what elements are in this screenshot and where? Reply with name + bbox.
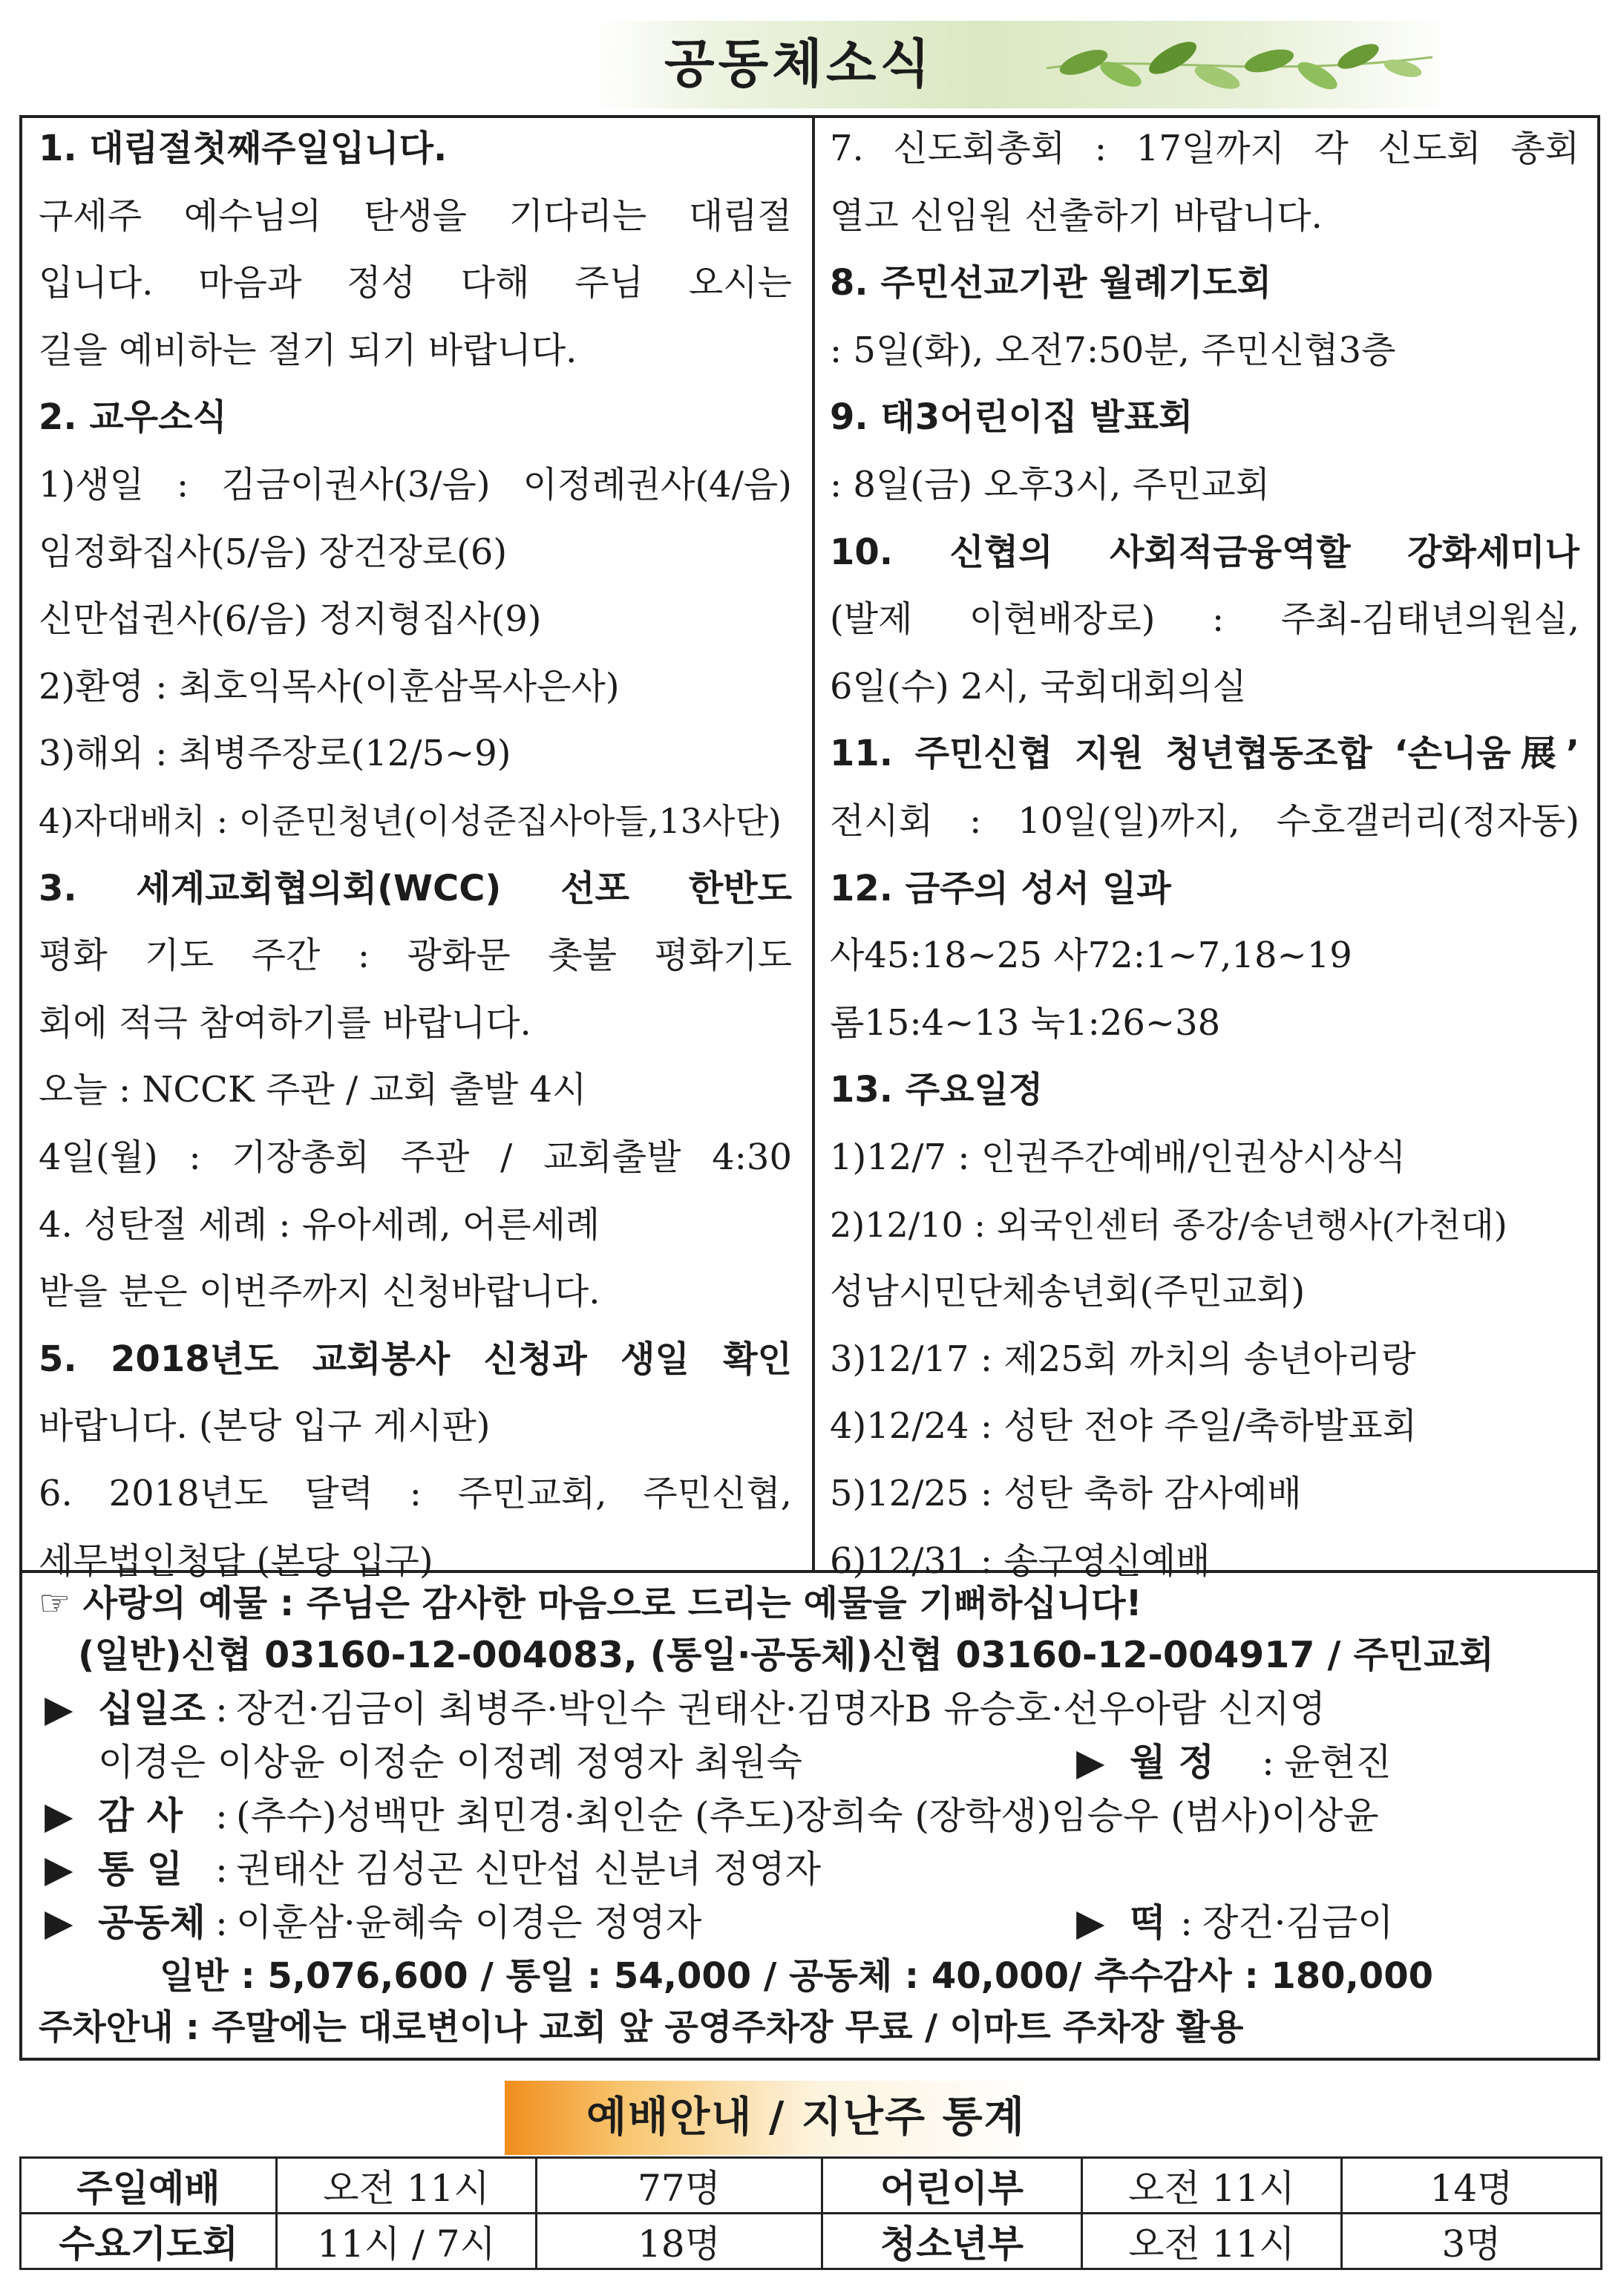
bullet-icon: ▶ bbox=[45, 1848, 73, 1891]
rice-cake-names: 장건·김금이 bbox=[1202, 1901, 1394, 1944]
left-line: 받을 분은 이번주까지 신청바랍니다. bbox=[39, 1271, 600, 1312]
bullet-icon: ▶ bbox=[45, 1794, 73, 1837]
offering-heading: ☞ 사랑의 예물 : 주님은 감사한 마음으로 드리는 예물을 기뻐하십니다! bbox=[39, 1583, 1142, 1624]
community-names: 이훈삼·윤혜숙 이경은 정영자 bbox=[236, 1901, 702, 1944]
left-line: 오늘 : NCCK 주관 / 교회 출발 4시 bbox=[39, 1069, 587, 1111]
left-line: 5. 2018년도 교회봉사 신청과 생일 확인 bbox=[39, 1338, 792, 1380]
right-line: : 5일(화), 오전7:50분, 주민신협3층 bbox=[830, 330, 1396, 371]
page-title: 공동체소식 bbox=[664, 33, 934, 94]
thanks-names: (추수)성백만 최민경·최인순 (추도)장희숙 (장학생)임승우 (범사)이상윤 bbox=[236, 1794, 1379, 1837]
offering-totals: 일반 : 5,076,600 / 통일 : 54,000 / 공동체 : 40,000/ 추수감사 : 180,000 bbox=[160, 1955, 1434, 1997]
attendance-count: 18명 bbox=[537, 2214, 822, 2269]
table-row bbox=[21, 2158, 1602, 2214]
rice-cake-label: 떡 bbox=[1130, 1901, 1166, 1944]
unity-names: 권태산 김성곤 신만섭 신분녀 정영자 bbox=[236, 1848, 822, 1891]
unity-label: 통 일 bbox=[98, 1848, 183, 1891]
worship-heading: 예배안내 / 지난주 통계 bbox=[586, 2093, 1026, 2142]
left-line: 세무법인청담 (본당 입구) bbox=[39, 1540, 433, 1582]
bullet-icon: ▶ bbox=[45, 1901, 73, 1944]
right-line: 롬15:4~13 눅1:26~38 bbox=[830, 1002, 1221, 1044]
left-line: 회에 적극 참여하기를 바랍니다. bbox=[39, 1002, 531, 1044]
left-line: 임정화집사(5/음) 장건장로(6) bbox=[39, 532, 508, 573]
leaf-decoration-icon bbox=[1032, 24, 1447, 105]
left-line: 3)해외 : 최병주장로(12/5~9) bbox=[39, 733, 511, 774]
right-line: 2)12/10 : 외국인센터 종강/송년행사(가천대) bbox=[830, 1205, 1507, 1245]
monthly-names: 윤현진 bbox=[1284, 1741, 1392, 1784]
bullet-icon: ▶ bbox=[1076, 1741, 1105, 1784]
service-time: 오전 11시 bbox=[277, 2158, 537, 2214]
left-line: 6. 2018년도 달력 : 주민교회, 주민신협, bbox=[39, 1473, 792, 1514]
attendance-count: 77명 bbox=[537, 2158, 822, 2214]
right-line: 9. 태3어린이집 발표회 bbox=[830, 396, 1193, 438]
right-line: : 8일(금) 오후3시, 주민교회 bbox=[830, 464, 1271, 506]
left-line: 길을 예비하는 절기 되기 바랍니다. bbox=[39, 330, 577, 371]
tithe-names-continued: 이경은 이상윤 이정순 이정례 정영자 최원숙 bbox=[98, 1741, 802, 1784]
right-line: 11. 주민신협 지원 청년협동조합 ‘손니움展’ bbox=[830, 733, 1579, 774]
right-line: 7. 신도회총회 : 17일까지 각 신도회 총회 bbox=[830, 128, 1579, 169]
service-time: 오전 11시 bbox=[1082, 2214, 1342, 2269]
label-colon: : bbox=[215, 1848, 228, 1891]
column-divider bbox=[812, 115, 815, 1570]
right-line: (발제 이현배장로) : 주최-김태년의원실, bbox=[830, 598, 1579, 640]
label-colon: : bbox=[1180, 1901, 1193, 1944]
right-line: 12. 금주의 성서 일과 bbox=[830, 868, 1171, 909]
left-line: 평화 기도 주간 : 광화문 촛불 평화기도 bbox=[39, 935, 792, 976]
left-line: 1)생일 : 김금이권사(3/음) 이정례권사(4/음) bbox=[39, 464, 792, 506]
right-line: 1)12/7 : 인권주간예배/인권상시상식 bbox=[830, 1136, 1406, 1178]
right-line: 5)12/25 : 성탄 축하 감사예배 bbox=[830, 1473, 1302, 1514]
right-line: 6일(수) 2시, 국회대회의실 bbox=[830, 666, 1247, 707]
label-colon: : bbox=[215, 1794, 228, 1837]
right-line: 4)12/24 : 성탄 전야 주일/축하발표회 bbox=[830, 1405, 1418, 1447]
left-line: 2. 교우소식 bbox=[39, 396, 227, 438]
service-name: 어린이부 bbox=[822, 2158, 1082, 2214]
left-line: 3. 세계교회협의회(WCC) 선포 한반도 bbox=[39, 868, 792, 909]
right-line: 열고 신임원 선출하기 바랍니다. bbox=[830, 195, 1323, 237]
tithe-label: 십일조 bbox=[98, 1687, 206, 1730]
label-colon: : bbox=[1262, 1741, 1274, 1784]
right-line: 전시회 : 10일(일)까지, 수호갤러리(정자동) bbox=[830, 800, 1579, 842]
left-line: 4. 성탄절 세례 : 유아세례, 어른세례 bbox=[39, 1204, 600, 1246]
left-line: 1. 대림절첫째주일입니다. bbox=[39, 128, 448, 169]
right-line: 성남시민단체송년회(주민교회) bbox=[830, 1271, 1306, 1312]
thanks-label: 감 사 bbox=[98, 1794, 183, 1837]
community-label: 공동체 bbox=[98, 1901, 206, 1944]
left-line: 신만섭권사(6/음) 정지형집사(9) bbox=[39, 598, 542, 640]
left-line: 2)환영 : 최호익목사(이훈삼목사은사) bbox=[39, 666, 620, 707]
service-name: 수요기도회 bbox=[21, 2214, 277, 2269]
table-row bbox=[21, 2214, 1602, 2269]
left-line: 4)자대배치 : 이준민청년(이성준집사아들,13사단) bbox=[39, 801, 782, 841]
attendance-count: 3명 bbox=[1342, 2214, 1602, 2269]
worship-stats-table bbox=[19, 2156, 1602, 2270]
offering-accounts: (일반)신협 03160-12-004083, (통일·공동체)신협 03160-12-004917 / 주민교회 bbox=[78, 1634, 1494, 1676]
bullet-icon: ▶ bbox=[45, 1687, 73, 1730]
service-time: 11시 / 7시 bbox=[277, 2214, 537, 2269]
left-line: 바랍니다. (본당 입구 게시판) bbox=[39, 1405, 491, 1447]
right-line: 사45:18~25 사72:1~7,18~19 bbox=[830, 935, 1352, 976]
label-colon: : bbox=[215, 1901, 228, 1944]
tithe-names: 장건·김금이 최병주·박인수 권태산·김명자B 유승호·선우아람 신지영 bbox=[236, 1687, 1326, 1730]
left-line: 입니다. 마음과 정성 다해 주님 오시는 bbox=[39, 262, 792, 304]
service-name: 주일예배 bbox=[21, 2158, 277, 2214]
left-line: 구세주 예수님의 탄생을 기다리는 대림절 bbox=[39, 195, 792, 237]
bullet-icon: ▶ bbox=[1076, 1901, 1105, 1944]
right-line: 8. 주민선교기관 월례기도회 bbox=[830, 262, 1272, 304]
label-colon: : bbox=[215, 1687, 228, 1730]
right-line: 13. 주요일정 bbox=[830, 1069, 1044, 1111]
parking-notice: 주차안내 : 주말에는 대로변이나 교회 앞 공영주차장 무료 / 이마트 주차장 활용 bbox=[39, 2007, 1244, 2048]
monthly-label: 월 정 bbox=[1130, 1741, 1215, 1784]
right-line: 3)12/17 : 제25회 까치의 송년아리랑 bbox=[830, 1338, 1416, 1380]
left-line: 4일(월) : 기장총회 주관 / 교회출발 4:30 bbox=[39, 1136, 792, 1178]
service-time: 오전 11시 bbox=[1082, 2158, 1342, 2214]
right-line: 10. 신협의 사회적금융역할 강화세미나 bbox=[830, 532, 1579, 573]
attendance-count: 14명 bbox=[1342, 2158, 1602, 2214]
right-line: 6)12/31 : 송구영신예배 bbox=[830, 1540, 1211, 1582]
service-name: 청소년부 bbox=[822, 2214, 1082, 2269]
